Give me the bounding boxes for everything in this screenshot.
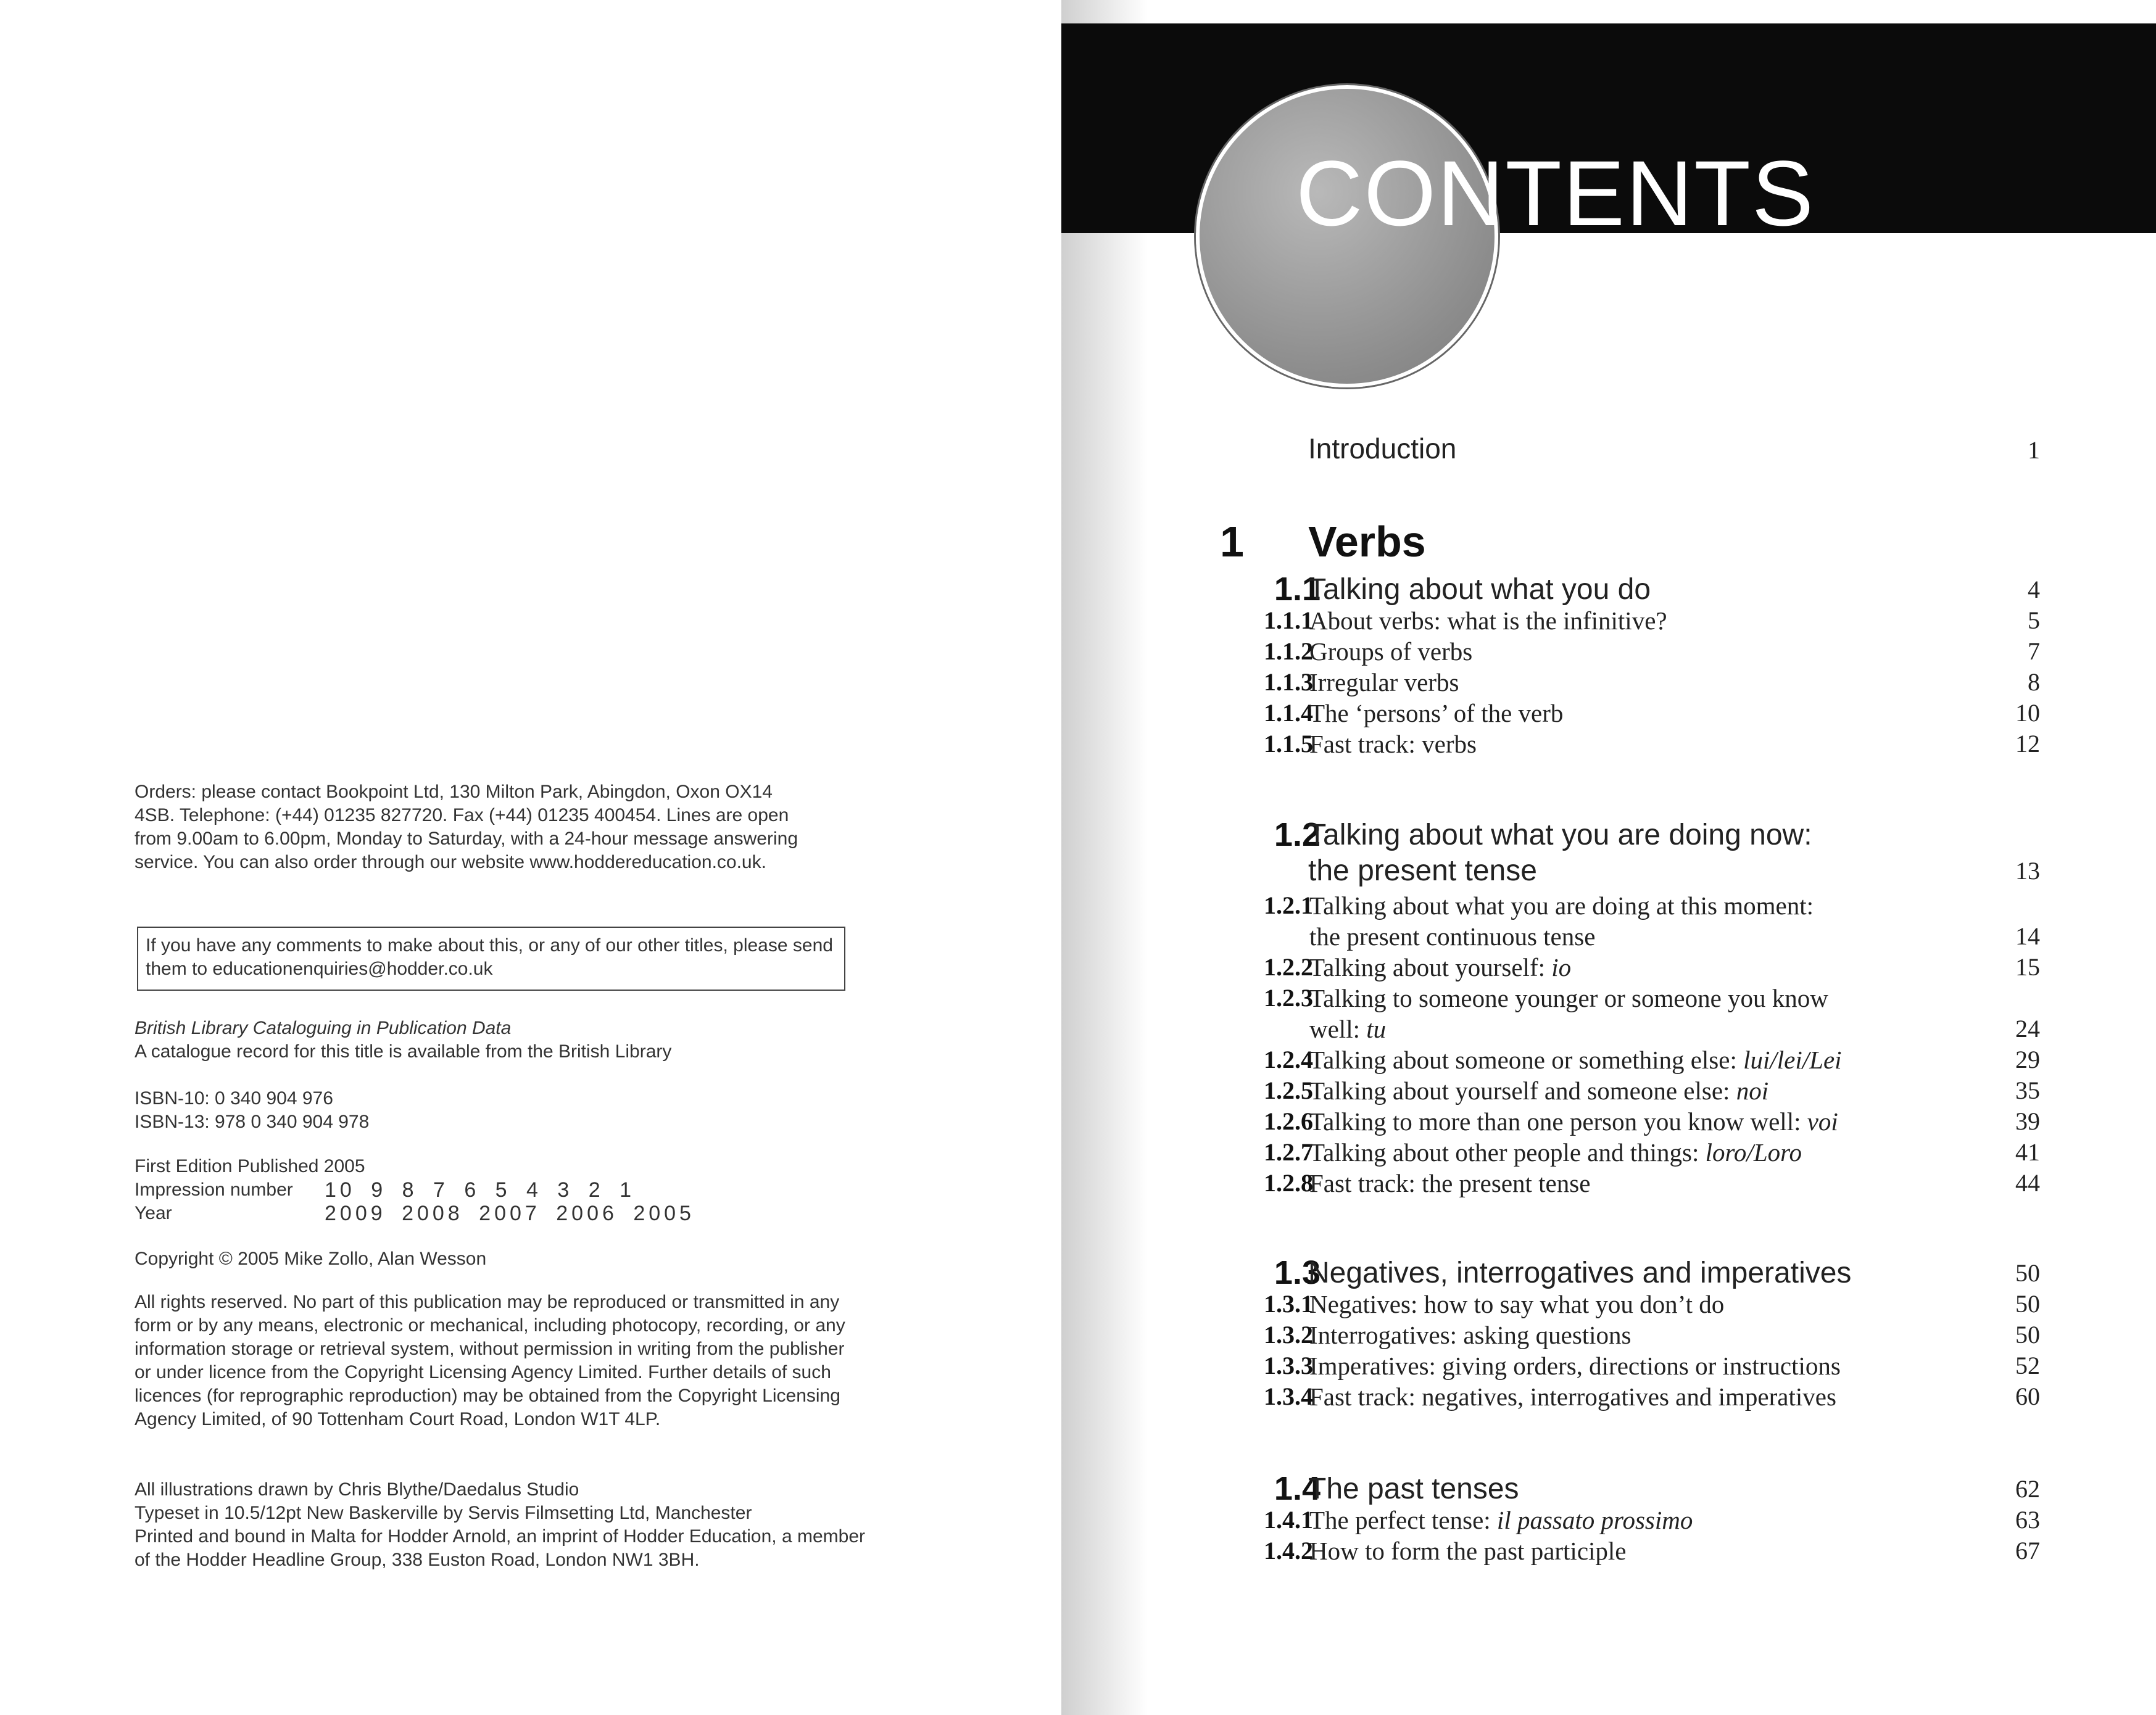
cataloguing-heading: British Library Cataloguing in Publication Data	[135, 1018, 512, 1038]
year-value: 2009 2008 2007 2006 2005	[325, 1202, 695, 1225]
subsection-page: 5	[2028, 606, 2040, 634]
subsection-title-text: Talking about other people and things:	[1309, 1138, 1699, 1167]
right-page	[1061, 0, 2156, 1715]
comments-box	[137, 927, 845, 991]
subsection-number: 1.2.2	[1264, 953, 1313, 981]
section-page: 62	[2015, 1475, 2040, 1503]
toc-page-number: 1	[2028, 436, 2040, 464]
cataloguing-text: A catalogue record for this title is available from the British Library	[135, 1041, 672, 1062]
production-credits	[135, 1478, 875, 1572]
section-number: 1.1	[1274, 571, 1321, 608]
isbn-13: ISBN-13: 978 0 340 904 978	[135, 1112, 370, 1132]
left-page	[0, 0, 1049, 1715]
subsection-page: 7	[2028, 637, 2040, 665]
toc-subsection[interactable]	[1061, 1289, 2156, 1320]
chapter-number: 1	[1220, 518, 1244, 566]
subsection-number: 1.2.6	[1264, 1107, 1313, 1135]
subsection-title-text: well:	[1309, 1015, 1360, 1043]
subsection-page: 14	[2015, 922, 2040, 950]
isbn-10: ISBN-10: 0 340 904 976	[135, 1088, 333, 1109]
impression-row	[135, 1178, 863, 1202]
subsection-title-text: Talking to more than one person you know well:	[1309, 1107, 1801, 1136]
subsection-page: 41	[2015, 1138, 2040, 1166]
subsection-title	[1309, 953, 1571, 982]
subsection-page: 39	[2015, 1107, 2040, 1135]
toc-subsection[interactable]	[1061, 1045, 2156, 1076]
subsection-page: 8	[2028, 668, 2040, 696]
subsection-title	[1309, 1076, 1768, 1105]
orders-info: Orders: please contact Bookpoint Ltd, 130 Milton Park, Abingdon, Oxon OX14 4SB. Telephone: (+44) 01235 827720. Fax (+44) 01235 400454. Lines are open from 9.00am to 6.00pm, Monday to Saturday, with a 24-hour message answering service. You can also order through our website www.hoddereducation.co.uk.	[135, 782, 798, 872]
section-page: 13	[2015, 857, 2040, 885]
subsection-title-italic: il passato prossimo	[1496, 1506, 1693, 1534]
subsection-number: 1.2.8	[1264, 1169, 1313, 1197]
subsection-number: 1.3.1	[1264, 1290, 1313, 1318]
toc-subsection[interactable]	[1061, 953, 2156, 983]
toc-introduction[interactable]	[1308, 432, 2040, 469]
subsection-number: 1.1.5	[1264, 730, 1313, 758]
subsection-title-text: The perfect tense:	[1309, 1506, 1491, 1534]
subsection-page: 35	[2015, 1077, 2040, 1104]
edition-block	[135, 1155, 863, 1225]
subsection-title	[1309, 1107, 1838, 1136]
subsection-title: Imperatives: giving orders, directions or instructions	[1309, 1352, 1841, 1380]
subsection-title: Fast track: verbs	[1309, 730, 1477, 758]
typeset-credit: Typeset in 10.5/12pt New Baskerville by Servis Filmsetting Ltd, Manchester	[135, 1503, 752, 1523]
section-title-line2: the present tense	[1308, 854, 1537, 887]
subsection-title	[1309, 1138, 1802, 1167]
subsection-number: 1.3.4	[1264, 1382, 1313, 1410]
subsection-number: 1.1.2	[1264, 637, 1313, 665]
subsection-title	[1309, 1505, 1693, 1535]
subsection-title-italic: voi	[1807, 1107, 1838, 1136]
copyright: Copyright © 2005 Mike Zollo, Alan Wesson	[135, 1249, 487, 1269]
subsection-title-line2	[1309, 1014, 1386, 1044]
subsection-title: Fast track: negatives, interrogatives and imperatives	[1309, 1382, 1836, 1411]
toc-subsection[interactable]	[1061, 1351, 2156, 1382]
year-label: Year	[135, 1203, 172, 1223]
toc-subsection[interactable]	[1061, 1536, 2156, 1567]
subsection-page: 24	[2015, 1015, 2040, 1043]
subsection-title-text: Talking about someone or something else:	[1309, 1046, 1737, 1074]
toc-subsection[interactable]	[1061, 729, 2156, 760]
subsection-page: 60	[2015, 1382, 2040, 1410]
subsection-title-italic: lui/lei/Lei	[1743, 1046, 1842, 1074]
rights-notice: All rights reserved. No part of this publication may be reproduced or transmitted in any form or by any means, electronic or mechanical, including photocopy, recording, or any information storage or retrieval system, without permission in writing from the publisher or under licence from the Copyright Licensing Agency Limited. Further details of such licences (for reprographic reproduction) may be obtained from the Copyright Licensing Agency Limited, of 90 Tottenham Court Road, London W1T 4LP.	[135, 1292, 845, 1429]
impression-value: 10 9 8 7 6 5 4 3 2 1	[325, 1178, 636, 1202]
subsection-page: 50	[2015, 1321, 2040, 1349]
subsection-page: 44	[2015, 1169, 2040, 1197]
subsection-number: 1.3.3	[1264, 1352, 1313, 1379]
toc-section[interactable]	[1061, 1254, 2156, 1291]
subsection-page: 29	[2015, 1046, 2040, 1073]
toc-subsection[interactable]	[1061, 1138, 2156, 1168]
toc-subsection[interactable]	[1061, 637, 2156, 667]
toc-subsection[interactable]	[1061, 667, 2156, 698]
toc-section[interactable]	[1061, 570, 2156, 607]
subsection-title-text: Talking about yourself and someone else:	[1309, 1077, 1730, 1105]
subsection-title-line1: Talking about what you are doing at this moment:	[1309, 891, 1814, 920]
toc-subsection[interactable]	[1061, 698, 2156, 729]
subsection-page: 67	[2015, 1537, 2040, 1564]
toc-subsection[interactable]	[1061, 1107, 2156, 1138]
subsection-title: The ‘persons’ of the verb	[1309, 699, 1564, 727]
subsection-title: How to form the past participle	[1309, 1537, 1627, 1565]
subsection-number: 1.2.5	[1264, 1077, 1313, 1104]
section-title: Talking about what you do	[1308, 573, 1651, 606]
subsection-number: 1.2.3	[1264, 984, 1313, 1012]
subsection-title: Groups of verbs	[1309, 637, 1473, 666]
impression-label: Impression number	[135, 1180, 293, 1200]
subsection-title-italic: loro/Loro	[1705, 1138, 1802, 1167]
section-page: 4	[2028, 576, 2040, 603]
subsection-title: Interrogatives: asking questions	[1309, 1321, 1632, 1349]
subsection-number: 1.4.1	[1264, 1506, 1313, 1534]
chapter-title: Verbs	[1308, 518, 1426, 566]
toc-subsection[interactable]	[1061, 891, 2156, 953]
subsection-title-line2: the present continuous tense	[1309, 922, 1596, 951]
subsection-number: 1.2.1	[1264, 891, 1313, 919]
toc-subsection[interactable]	[1061, 1076, 2156, 1107]
toc-subsection[interactable]	[1061, 1382, 2156, 1413]
subsection-number: 1.3.2	[1264, 1321, 1313, 1349]
toc-introduction-title: Introduction	[1308, 432, 1457, 465]
year-row	[135, 1202, 863, 1225]
toc-subsection[interactable]	[1061, 606, 2156, 637]
subsection-number: 1.1.4	[1264, 699, 1313, 727]
subsection-page: 12	[2015, 730, 2040, 758]
toc-subsection[interactable]	[1061, 1320, 2156, 1351]
subsection-title-italic: noi	[1736, 1077, 1769, 1105]
section-number: 1.3	[1274, 1254, 1321, 1291]
subsection-page: 52	[2015, 1352, 2040, 1379]
toc-subsection[interactable]	[1061, 1505, 2156, 1536]
toc-section[interactable]	[1061, 816, 2156, 890]
illustrations-credit: All illustrations drawn by Chris Blythe/Daedalus Studio	[135, 1479, 579, 1500]
section-number: 1.4	[1274, 1470, 1321, 1507]
subsection-page: 10	[2015, 699, 2040, 727]
first-edition: First Edition Published 2005	[135, 1156, 365, 1176]
toc-section[interactable]	[1061, 1469, 2156, 1506]
subsection-title-italic: tu	[1366, 1015, 1387, 1043]
subsection-title-text: Talking about yourself:	[1309, 953, 1545, 981]
cataloguing-block	[135, 1017, 863, 1064]
toc-subsection[interactable]	[1061, 1168, 2156, 1199]
subsection-page: 15	[2015, 953, 2040, 981]
section-title: Negatives, interrogatives and imperatives	[1308, 1257, 1852, 1289]
subsection-title: Negatives: how to say what you don’t do	[1309, 1290, 1725, 1318]
section-title-line1: Talking about what you are doing now:	[1308, 819, 1812, 851]
toc-subsection[interactable]	[1061, 983, 2156, 1045]
section-title: The past tenses	[1308, 1473, 1519, 1505]
subsection-page: 63	[2015, 1506, 2040, 1534]
subsection-number: 1.4.2	[1264, 1537, 1313, 1564]
subsection-title: Irregular verbs	[1309, 668, 1459, 696]
subsection-page: 50	[2015, 1290, 2040, 1318]
subsection-title: About verbs: what is the infinitive?	[1309, 606, 1667, 635]
page-title: CONTENTS	[1296, 141, 1815, 245]
subsection-number: 1.1.3	[1264, 668, 1313, 696]
section-page: 50	[2015, 1259, 2040, 1287]
subsection-title-italic: io	[1551, 953, 1572, 981]
section-number: 1.2	[1274, 816, 1321, 853]
subsection-number: 1.2.7	[1264, 1138, 1313, 1166]
subsection-number: 1.2.4	[1264, 1046, 1313, 1073]
comments-text: If you have any comments to make about this, or any of our other titles, please send them to educationenquiries@hodder.co.uk	[146, 935, 833, 979]
subsection-title: Fast track: the present tense	[1309, 1169, 1591, 1197]
isbn-block	[135, 1087, 863, 1134]
printed-credit: Printed and bound in Malta for Hodder Arnold, an imprint of Hodder Education, a member of the Hodder Headline Group, 338 Euston Road, London NW1 3BH.	[135, 1526, 866, 1570]
subsection-number: 1.1.1	[1264, 606, 1313, 634]
subsection-title	[1309, 1045, 1842, 1075]
subsection-title-line1: Talking to someone younger or someone you know	[1309, 984, 1828, 1012]
